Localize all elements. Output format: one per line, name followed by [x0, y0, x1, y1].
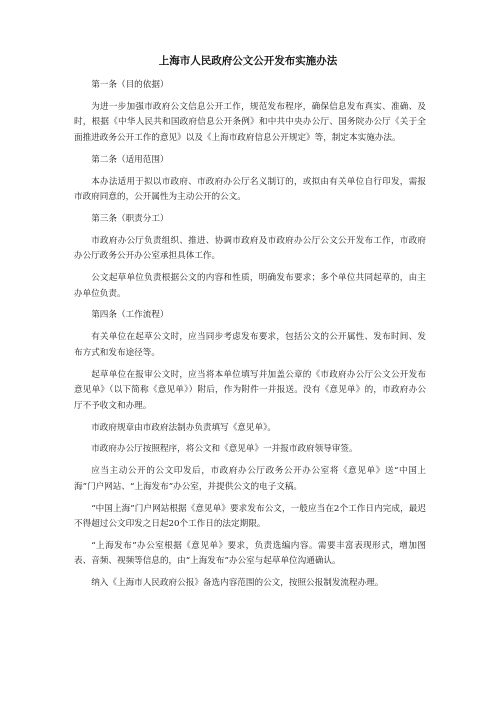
paragraph: “上海发布”办公室根据《意见单》要求，负责选编内容。需要丰富表现形式，增加图表、音频、视频等信息的，由“上海发布”办公室与起草单位沟通确认。: [74, 540, 426, 567]
paragraph: 本办法适用于拟以市政府、市政府办公厅名义制订的，或拟由有关单位自行印发，需报市政府同意的，公开属性为主动公开的公文。: [74, 176, 426, 203]
paragraph: 纳入《上海市人民政府公报》备选内容范围的公文，按照公报制发流程办理。: [91, 578, 384, 589]
document-body: [74, 78, 426, 598]
paragraph: “中国上海”门户网站根据《意见单》要求发布公文，一般应当在2个工作日内完成，最迟不得超过公文印发之日起20个工作日的法定期限。: [74, 503, 426, 530]
article-1-heading: 第一条（目的依据）: [91, 80, 169, 90]
article-3-heading: 第三条（职责分工）: [91, 213, 169, 224]
paragraph: 起草单位在报审公文时，应当将本单位填写并加盖公章的《市政府办公厅公文公开发布意见单》（以下简称《意见单》）附后，作为附件一并报送。没有《意见单》的，市政府办公厅不予收文和办理。: [74, 369, 426, 411]
paragraph: 应当主动公开的公文印发后，市政府办公厅政务公开办公室将《意见单》送“中国上海”门户网站、“上海发布”办公室，并提供公文的电子文稿。: [74, 466, 426, 492]
paragraph: 市政府办公厅负责组织、推进、协调市政府及市政府办公厅公文公开发布工作，市政府办公厅政务公开办公室承担具体工作。: [74, 235, 426, 262]
article-4-heading: 第四条（工作流程）: [91, 310, 169, 321]
document-title: 上海市人民政府公文公开发布实施办法: [158, 55, 338, 67]
article-2-heading: 第二条（适用范围）: [91, 154, 169, 165]
paragraph: 市政府规章由市政府法制办负责填写《意见单》。: [91, 422, 276, 433]
paragraph: 公文起草单位负责根据公文的内容和性质，明确发布要求；多个单位共同起草的，由主办单位负责。: [74, 273, 426, 299]
paragraph: 为进一步加强市政府公文信息公开工作，规范发布程序，确保信息发布真实、准确、及时，根据《中华人民共和国政府信息公开条例》和中共中央办公厅、国务院办公厅《关于全面推进政务公开工作的意见》以及《上海市政府信息公开规定》等，制定本实施办法。: [74, 101, 426, 143]
paragraph: 有关单位在起草公文时，应当同步考虑发布要求，包括公文的公开属性、发布时间、发布方式和发布途径等。: [74, 332, 426, 358]
paragraph: 市政府办公厅按照程序，将公文和《意见单》一并报市政府领导审签。: [91, 444, 358, 455]
